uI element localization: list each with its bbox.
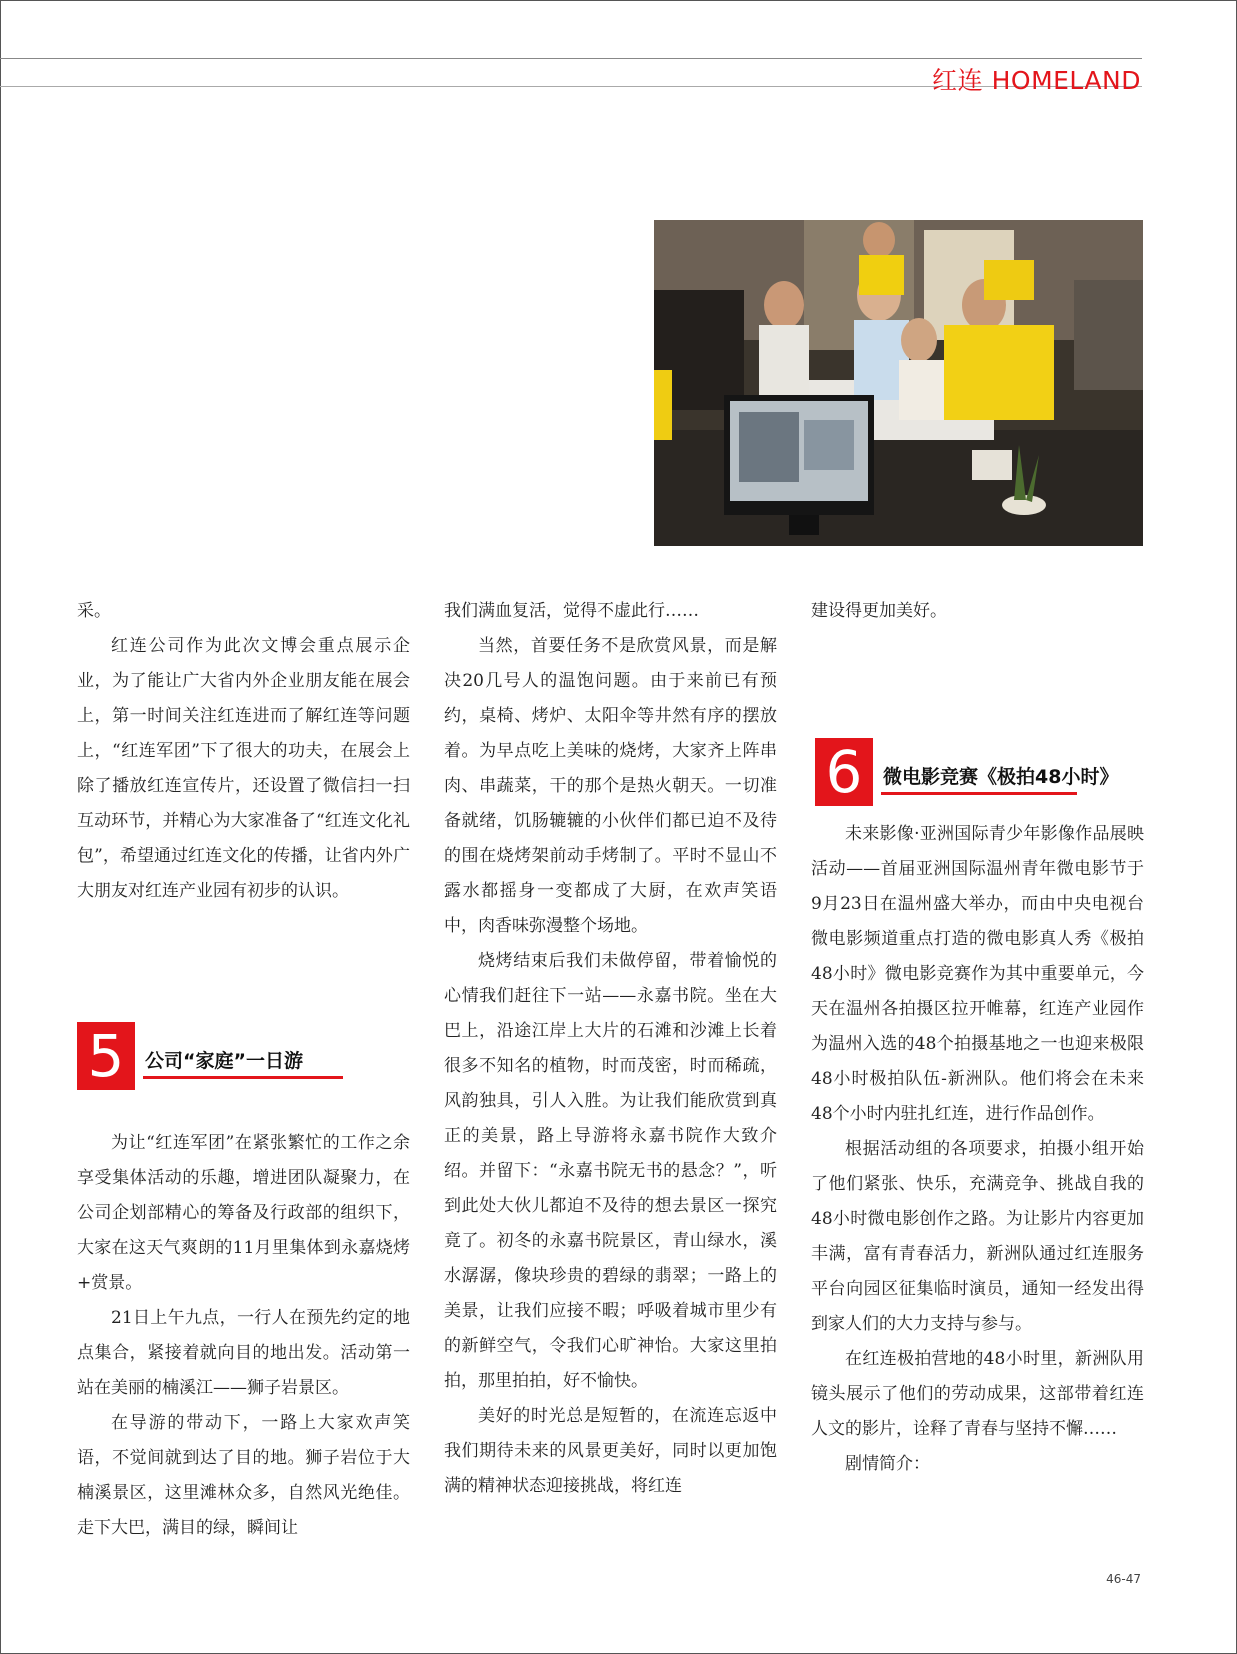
col3-paragraph-4: 在红连极拍营地的48小时里，新洲队用镜头展示了他们的劳动成果，这部带着红连人文的影片，诠释了青春与坚持不懈…… [811,1349,1144,1439]
column-3-top [811,594,1144,629]
event-photo [654,220,1143,546]
col2-paragraph-2: 当然，首要任务不是欣赏风景，而是解决20几号人的温饱问题。由于来前已有预约，桌椅、烤炉、太阳伞等井然有序的摆放着。为早点吃上美味的烧烤，大家齐上阵串肉、串蔬菜，干的那个是热火朝天。一切准备就绪，饥肠辘辘的小伙伴们都已迫不及待的围在烧烤架前动手烤制了。平时不显山不露水都摇身一变都成了大厨，在欢声笑语中，肉香味弥漫整个场地。 [444,636,777,936]
col3-paragraph-1: 建设得更加美好。 [811,601,947,621]
section-6-underline [881,792,1077,795]
section-6-number: 6 [815,738,873,806]
section-6-title: 微电影竞赛《极拍48小时》 [883,766,1119,788]
header-rule-top [0,58,1142,59]
section-5-number: 5 [77,1022,135,1090]
section-5-heading [77,1022,367,1092]
photo-illustration [654,220,1143,546]
col1-paragraph-1: 采。 [77,601,111,621]
column-3-bottom [811,817,1144,1482]
col2-paragraph-4: 美好的时光总是短暂的，在流连忘返中我们期待未来的风景更美好，同时以更加饱满的精神状态迎接挑战，将红连 [444,1406,777,1496]
section-5-title: 公司“家庭”一日游 [145,1050,303,1072]
col2-paragraph-1: 我们满血复活，觉得不虚此行…… [444,601,699,621]
col1-paragraph-5: 在导游的带动下，一路上大家欢声笑语，不觉间就到达了目的地。狮子岩位于大楠溪景区，这里滩林众多，自然风光绝佳。走下大巴，满目的绿，瞬间让 [77,1413,410,1538]
col1-paragraph-2: 红连公司作为此次文博会重点展示企业，为了能让广大省内外企业朋友能在展会上，第一时间关注红连进而了解红连等问题上，“红连军团”下了很大的功夫，在展会上除了播放红连宣传片，还设置了微信扫一扫互动环节，并精心为大家准备了“红连文化礼包”，希望通过红连文化的传播，让省内外广大朋友对红连产业园有初步的认识。 [77,636,410,901]
col3-paragraph-3: 根据活动组的各项要求，拍摄小组开始了他们紧张、快乐，充满竞争、挑战自我的48小时微电影创作之路。为让影片内容更加丰满，富有青春活力，新洲队通过红连服务平台向园区征集临时演员，通知一经发出得到家人们的大力支持与参与。 [811,1139,1144,1334]
col3-paragraph-5: 剧情简介： [845,1454,930,1474]
column-2 [444,594,777,1504]
col2-paragraph-3: 烧烤结束后我们未做停留，带着愉悦的心情我们赶往下一站——永嘉书院。坐在大巴上，沿途江岸上大片的石滩和沙滩上长着很多不知名的植物，时而茂密，时而稀疏，风韵独具，引人入胜。为让我们能欣赏到真正的美景，路上导游将永嘉书院作大致介绍。并留下：“永嘉书院无书的悬念？”，听到此处大伙儿都迫不及待的想去景区一探究竟了。初冬的永嘉书院景区，青山绿水，溪水潺潺，像块珍贵的碧绿的翡翠；一路上的美景，让我们应接不暇；呼吸着城市里少有的新鲜空气，令我们心旷神怡。大家这里拍拍，那里拍拍，好不愉快。 [444,951,777,1391]
col3-paragraph-2: 未来影像·亚洲国际青少年影像作品展映活动——首届亚洲国际温州青年微电影节于9月23日在温州盛大举办，而由中央电视台微电影频道重点打造的微电影真人秀《极拍48小时》微电影竞赛作为其中重要单元，今天在温州各拍摄区拉开帷幕，红连产业园作为温州入选的48个拍摄基地之一也迎来极限48小时极拍队伍-新洲队。他们将会在未来48个小时内驻扎红连，进行作品创作。 [811,824,1144,1124]
column-1-top [77,594,410,909]
section-5-underline [143,1076,343,1079]
section-6-heading [815,738,1145,808]
col1-paragraph-3: 为让“红连军团”在紧张繁忙的工作之余享受集体活动的乐趣，增进团队凝聚力，在公司企划部精心的筹备及行政部的组织下，大家在这天气爽朗的11月里集体到永嘉烧烤+赏景。 [77,1133,410,1293]
magazine-brand: 红连 HOMELAND [932,66,1141,95]
col1-paragraph-4: 21日上午九点，一行人在预先约定的地点集合，紧接着就向目的地出发。活动第一站在美丽的楠溪江——狮子岩景区。 [77,1308,410,1398]
column-1-bottom [77,1126,410,1546]
page-number: 46-47 [1106,1572,1141,1586]
